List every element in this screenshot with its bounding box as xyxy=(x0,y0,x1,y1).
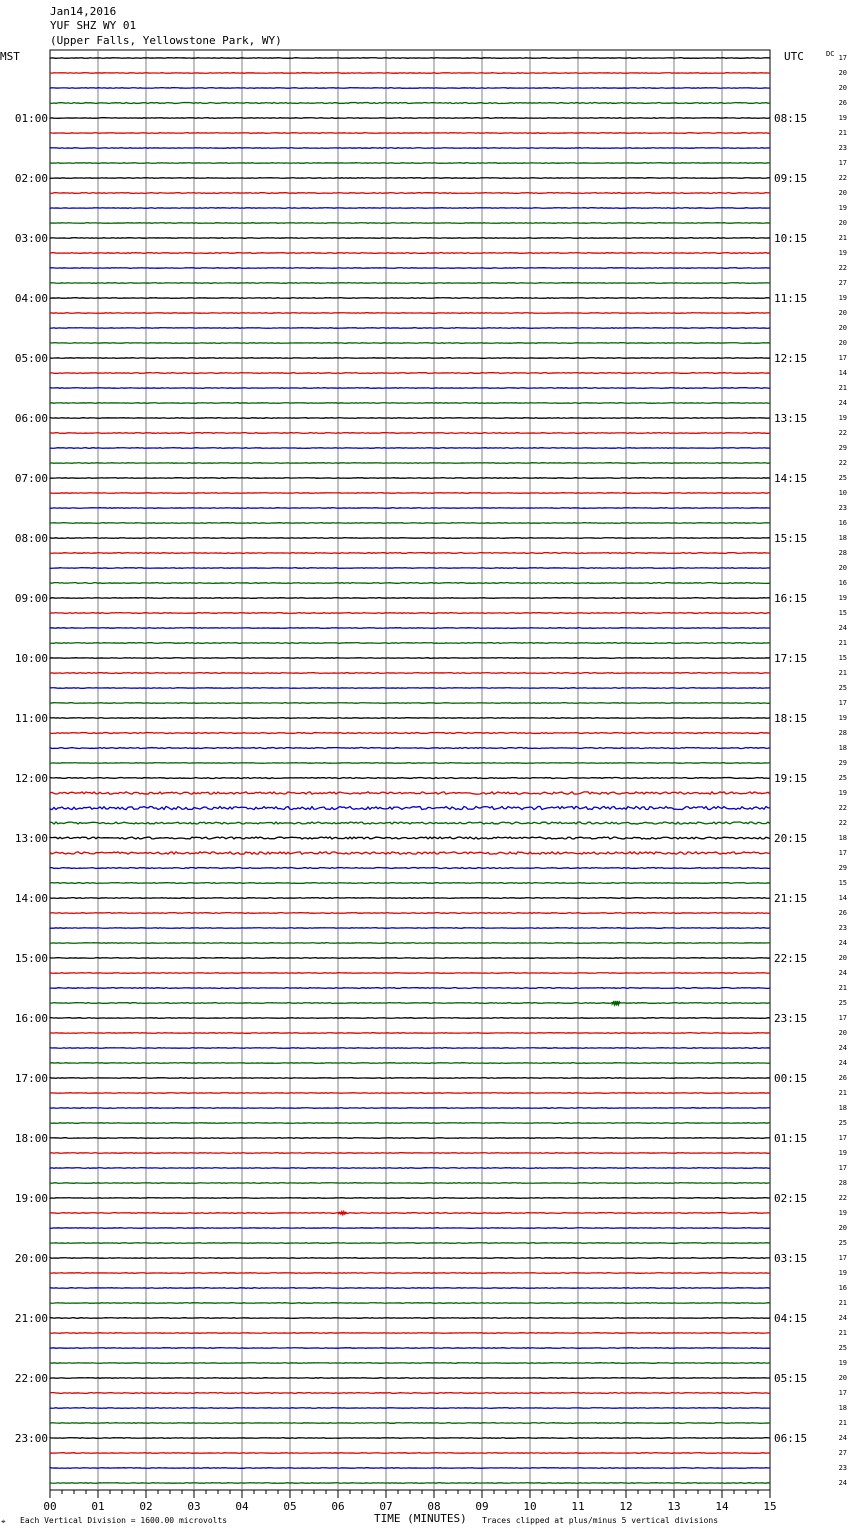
trace-line xyxy=(50,283,770,284)
trace-line xyxy=(50,403,770,404)
dc-offset-label: 25 xyxy=(838,1239,847,1247)
trace-line xyxy=(50,973,770,974)
trace-line xyxy=(50,448,770,449)
dc-offset-label: 19 xyxy=(838,249,847,257)
dc-offset-label: 29 xyxy=(838,864,847,872)
mst-hour-label: 19:00 xyxy=(14,1192,48,1205)
utc-hour-label: 23:15 xyxy=(774,1012,808,1025)
dc-offset-label: 22 xyxy=(838,429,847,437)
dc-offset-label: 18 xyxy=(838,834,847,842)
x-tick-label: 09 xyxy=(475,1500,489,1513)
trace-line xyxy=(50,1333,770,1334)
trace-line xyxy=(50,943,770,944)
trace-line xyxy=(50,1243,770,1244)
dc-offset-label: 22 xyxy=(838,264,847,272)
trace-line xyxy=(50,688,770,689)
utc-hour-label: 00:15 xyxy=(774,1072,808,1085)
trace-line xyxy=(50,1468,770,1469)
trace-line xyxy=(50,913,770,914)
x-tick-label: 01 xyxy=(91,1500,105,1513)
trace-line xyxy=(50,763,770,764)
dc-offset-label: 20 xyxy=(838,324,847,332)
dc-offset-label: 24 xyxy=(838,1044,847,1052)
dc-offset-label: 19 xyxy=(838,1269,847,1277)
x-tick-label: 10 xyxy=(523,1500,537,1513)
dc-offset-label: 19 xyxy=(838,414,847,422)
dc-offset-label: 17 xyxy=(838,849,847,857)
dc-offset-label: 22 xyxy=(838,174,847,182)
dc-offset-label: 24 xyxy=(838,969,847,977)
utc-hour-label: 11:15 xyxy=(774,292,808,305)
trace-line xyxy=(50,778,770,779)
dc-offset-label: 29 xyxy=(838,444,847,452)
trace-line xyxy=(50,852,770,854)
dc-offset-label: 20 xyxy=(838,84,847,92)
trace-line xyxy=(50,418,770,419)
dc-offset-label: 22 xyxy=(838,459,847,467)
x-axis-title: TIME (MINUTES) xyxy=(374,1512,467,1525)
dc-offset-label: 25 xyxy=(838,474,847,482)
trace-line xyxy=(50,1303,770,1304)
trace-line xyxy=(50,208,770,209)
utc-hour-label: 18:15 xyxy=(774,712,808,725)
trace-line xyxy=(50,223,770,224)
dc-offset-label: 15 xyxy=(838,879,847,887)
trace-line xyxy=(50,822,770,824)
trace-line xyxy=(50,1183,770,1184)
trace-line xyxy=(50,658,770,659)
trace-line xyxy=(50,718,770,719)
dc-offset-label: 17 xyxy=(838,1164,847,1172)
trace-line xyxy=(50,837,770,839)
dc-offset-label: 24 xyxy=(838,1479,847,1487)
dc-offset-label: 28 xyxy=(838,729,847,737)
x-tick-label: 15 xyxy=(763,1500,777,1513)
utc-axis-title: UTC xyxy=(784,50,804,63)
trace-line xyxy=(50,328,770,329)
mst-hour-label: 16:00 xyxy=(14,1012,48,1025)
dc-offset-label: 19 xyxy=(838,1359,847,1367)
corner-mark: ⌖ xyxy=(1,1517,6,1526)
trace-line xyxy=(50,1363,770,1364)
trace-line xyxy=(50,883,770,884)
trace-line xyxy=(50,1288,770,1289)
dc-offset-label: 24 xyxy=(838,1434,847,1442)
utc-hour-label: 09:15 xyxy=(774,172,808,185)
x-tick-label: 13 xyxy=(667,1500,681,1513)
utc-hour-label: 12:15 xyxy=(774,352,808,365)
dc-offset-label: 27 xyxy=(838,1449,847,1457)
dc-offset-label: 14 xyxy=(838,894,847,902)
dc-offset-label: 16 xyxy=(838,579,847,587)
dc-offset-label: 17 xyxy=(838,699,847,707)
x-tick-label: 11 xyxy=(571,1500,585,1513)
x-tick-label: 04 xyxy=(235,1500,249,1513)
utc-hour-label: 21:15 xyxy=(774,892,808,905)
trace-line xyxy=(50,733,770,734)
trace-line xyxy=(50,1393,770,1394)
trace-line xyxy=(50,478,770,479)
dc-label: DC xyxy=(826,50,835,58)
trace-line xyxy=(50,1093,770,1094)
trace-line xyxy=(50,1318,770,1319)
dc-offset-label: 24 xyxy=(838,399,847,407)
utc-hour-label: 20:15 xyxy=(774,832,808,845)
dc-offset-label: 19 xyxy=(838,594,847,602)
mst-hour-label: 18:00 xyxy=(14,1132,48,1145)
x-tick-label: 00 xyxy=(43,1500,57,1513)
mst-hour-label: 01:00 xyxy=(14,112,48,125)
trace-line xyxy=(50,1048,770,1049)
mst-axis-title: MST xyxy=(0,50,20,63)
dc-offset-label: 10 xyxy=(838,489,847,497)
trace-line xyxy=(50,1063,770,1064)
dc-offset-label: 20 xyxy=(838,1224,847,1232)
trace-line xyxy=(50,523,770,524)
dc-offset-label: 15 xyxy=(838,654,847,662)
station-code: YUF SHZ WY 01 xyxy=(50,19,137,32)
utc-hour-label: 19:15 xyxy=(774,772,808,785)
trace-line xyxy=(50,463,770,464)
dc-offset-label: 20 xyxy=(838,1029,847,1037)
trace-line xyxy=(50,1258,770,1259)
mst-hour-label: 02:00 xyxy=(14,172,48,185)
trace-line xyxy=(50,1033,770,1034)
utc-hour-label: 14:15 xyxy=(774,472,808,485)
dc-offset-label: 20 xyxy=(838,69,847,77)
mst-hour-label: 06:00 xyxy=(14,412,48,425)
dc-offset-label: 18 xyxy=(838,744,847,752)
dc-offset-label: 20 xyxy=(838,954,847,962)
trace-line xyxy=(50,178,770,179)
mst-hour-label: 07:00 xyxy=(14,472,48,485)
trace-line xyxy=(50,538,770,539)
mst-hour-label: 23:00 xyxy=(14,1432,48,1445)
dc-offset-label: 25 xyxy=(838,999,847,1007)
trace-line xyxy=(50,103,770,104)
mst-hour-label: 15:00 xyxy=(14,952,48,965)
dc-offset-label: 17 xyxy=(838,1254,847,1262)
dc-offset-label: 18 xyxy=(838,1104,847,1112)
trace-line xyxy=(50,568,770,569)
dc-offset-label: 24 xyxy=(838,939,847,947)
trace-line xyxy=(50,1453,770,1454)
seismic-event xyxy=(612,1001,620,1006)
dc-offset-label: 24 xyxy=(838,1059,847,1067)
trace-line xyxy=(50,433,770,434)
x-tick-label: 03 xyxy=(187,1500,201,1513)
trace-line xyxy=(50,988,770,989)
dc-offset-label: 19 xyxy=(838,714,847,722)
mst-hour-label: 05:00 xyxy=(14,352,48,365)
dc-offset-label: 18 xyxy=(838,1404,847,1412)
mst-hour-label: 14:00 xyxy=(14,892,48,905)
trace-line xyxy=(50,118,770,119)
dc-offset-label: 19 xyxy=(838,294,847,302)
dc-offset-label: 19 xyxy=(838,1209,847,1217)
dc-offset-label: 17 xyxy=(838,159,847,167)
dc-offset-label: 19 xyxy=(838,204,847,212)
dc-offset-label: 28 xyxy=(838,1179,847,1187)
trace-line xyxy=(50,358,770,359)
trace-line xyxy=(50,868,770,869)
utc-hour-label: 16:15 xyxy=(774,592,808,605)
trace-line xyxy=(50,133,770,134)
trace-line xyxy=(50,613,770,614)
trace-line xyxy=(50,628,770,629)
dc-offset-label: 27 xyxy=(838,279,847,287)
dc-offset-label: 22 xyxy=(838,819,847,827)
dc-offset-label: 16 xyxy=(838,1284,847,1292)
utc-hour-label: 02:15 xyxy=(774,1192,808,1205)
trace-line xyxy=(50,928,770,929)
trace-line xyxy=(50,673,770,674)
dc-offset-label: 20 xyxy=(838,219,847,227)
dc-offset-label: 14 xyxy=(838,369,847,377)
dc-offset-label: 18 xyxy=(838,534,847,542)
dc-offset-label: 24 xyxy=(838,1314,847,1322)
plot-frame xyxy=(50,50,770,1490)
trace-line xyxy=(50,313,770,314)
x-tick-label: 05 xyxy=(283,1500,297,1513)
dc-offset-label: 23 xyxy=(838,144,847,152)
dc-offset-label: 21 xyxy=(838,1329,847,1337)
mst-hour-label: 21:00 xyxy=(14,1312,48,1325)
trace-line xyxy=(50,1408,770,1409)
trace-line xyxy=(50,748,770,749)
mst-hour-label: 04:00 xyxy=(14,292,48,305)
trace-line xyxy=(50,792,770,794)
trace-line xyxy=(50,373,770,374)
dc-offset-label: 17 xyxy=(838,1014,847,1022)
trace-line xyxy=(50,806,770,809)
dc-offset-label: 25 xyxy=(838,1344,847,1352)
trace-line xyxy=(50,1213,770,1214)
x-tick-label: 02 xyxy=(139,1500,153,1513)
x-tick-label: 07 xyxy=(379,1500,393,1513)
dc-offset-label: 23 xyxy=(838,504,847,512)
trace-line xyxy=(50,1423,770,1424)
dc-offset-label: 20 xyxy=(838,339,847,347)
trace-line xyxy=(50,643,770,644)
mst-hour-label: 12:00 xyxy=(14,772,48,785)
utc-hour-label: 04:15 xyxy=(774,1312,808,1325)
trace-line xyxy=(50,1168,770,1169)
trace-line xyxy=(50,553,770,554)
dc-offset-label: 22 xyxy=(838,1194,847,1202)
dc-offset-label: 23 xyxy=(838,924,847,932)
utc-hour-label: 01:15 xyxy=(774,1132,808,1145)
utc-hour-label: 03:15 xyxy=(774,1252,808,1265)
dc-offset-label: 16 xyxy=(838,519,847,527)
x-tick-label: 14 xyxy=(715,1500,729,1513)
dc-offset-label: 15 xyxy=(838,609,847,617)
utc-hour-label: 05:15 xyxy=(774,1372,808,1385)
dc-offset-label: 21 xyxy=(838,129,847,137)
dc-offset-label: 26 xyxy=(838,1074,847,1082)
trace-line xyxy=(50,238,770,239)
utc-hour-label: 22:15 xyxy=(774,952,808,965)
trace-line xyxy=(50,388,770,389)
dc-offset-label: 20 xyxy=(838,189,847,197)
trace-line xyxy=(50,1438,770,1439)
plot-date: Jan14,2016 xyxy=(50,5,117,18)
trace-line xyxy=(50,298,770,299)
dc-offset-label: 29 xyxy=(838,759,847,767)
mst-hour-label: 11:00 xyxy=(14,712,48,725)
dc-offset-label: 24 xyxy=(838,624,847,632)
mst-hour-label: 17:00 xyxy=(14,1072,48,1085)
trace-line xyxy=(50,148,770,149)
dc-offset-label: 20 xyxy=(838,309,847,317)
dc-offset-label: 17 xyxy=(838,354,847,362)
dc-offset-label: 21 xyxy=(838,384,847,392)
dc-offset-label: 17 xyxy=(838,1389,847,1397)
trace-line xyxy=(50,343,770,344)
dc-offset-label: 20 xyxy=(838,564,847,572)
utc-hour-label: 15:15 xyxy=(774,532,808,545)
trace-line xyxy=(50,598,770,599)
dc-offset-label: 25 xyxy=(838,1119,847,1127)
trace-line xyxy=(50,898,770,899)
dc-offset-label: 17 xyxy=(838,1134,847,1142)
utc-hour-label: 17:15 xyxy=(774,652,808,665)
trace-line xyxy=(50,163,770,164)
dc-offset-label: 25 xyxy=(838,774,847,782)
dc-offset-label: 21 xyxy=(838,1089,847,1097)
trace-line xyxy=(50,1198,770,1199)
dc-offset-label: 19 xyxy=(838,1149,847,1157)
mst-hour-label: 10:00 xyxy=(14,652,48,665)
dc-offset-label: 21 xyxy=(838,1419,847,1427)
trace-line xyxy=(50,1123,770,1124)
x-tick-label: 12 xyxy=(619,1500,633,1513)
trace-line xyxy=(50,268,770,269)
dc-offset-label: 21 xyxy=(838,1299,847,1307)
trace-line xyxy=(50,1228,770,1229)
trace-line xyxy=(50,1378,770,1379)
trace-line xyxy=(50,1018,770,1019)
trace-line xyxy=(50,958,770,959)
trace-line xyxy=(50,1138,770,1139)
mst-hour-label: 08:00 xyxy=(14,532,48,545)
mst-hour-label: 03:00 xyxy=(14,232,48,245)
x-tick-label: 08 xyxy=(427,1500,441,1513)
trace-line xyxy=(50,703,770,704)
trace-line xyxy=(50,253,770,254)
dc-offset-label: 28 xyxy=(838,549,847,557)
dc-offset-label: 26 xyxy=(838,909,847,917)
trace-line xyxy=(50,58,770,59)
scale-note: Each Vertical Division = 1600.00 microvolts xyxy=(20,1516,228,1525)
trace-line xyxy=(50,493,770,494)
trace-line xyxy=(50,88,770,89)
utc-hour-label: 08:15 xyxy=(774,112,808,125)
trace-line xyxy=(50,1273,770,1274)
dc-offset-label: 17 xyxy=(838,54,847,62)
dc-offset-label: 19 xyxy=(838,789,847,797)
trace-line xyxy=(50,1483,770,1484)
utc-hour-label: 10:15 xyxy=(774,232,808,245)
utc-hour-label: 13:15 xyxy=(774,412,808,425)
trace-line xyxy=(50,73,770,74)
clip-note: Traces clipped at plus/minus 5 vertical divisions xyxy=(482,1516,719,1525)
dc-offset-label: 21 xyxy=(838,234,847,242)
utc-hour-label: 06:15 xyxy=(774,1432,808,1445)
station-location: (Upper Falls, Yellowstone Park, WY) xyxy=(50,34,282,47)
dc-offset-label: 19 xyxy=(838,114,847,122)
trace-line xyxy=(50,1348,770,1349)
dc-offset-label: 22 xyxy=(838,804,847,812)
dc-offset-label: 20 xyxy=(838,1374,847,1382)
trace-line xyxy=(50,1108,770,1109)
dc-offset-label: 21 xyxy=(838,639,847,647)
trace-line xyxy=(50,1153,770,1154)
mst-hour-label: 09:00 xyxy=(14,592,48,605)
dc-offset-label: 26 xyxy=(838,99,847,107)
mst-hour-label: 20:00 xyxy=(14,1252,48,1265)
mst-hour-label: 13:00 xyxy=(14,832,48,845)
trace-line xyxy=(50,1003,770,1004)
trace-line xyxy=(50,193,770,194)
dc-offset-label: 25 xyxy=(838,684,847,692)
dc-offset-label: 21 xyxy=(838,669,847,677)
trace-line xyxy=(50,583,770,584)
mst-hour-label: 22:00 xyxy=(14,1372,48,1385)
dc-offset-label: 21 xyxy=(838,984,847,992)
dc-offset-label: 23 xyxy=(838,1464,847,1472)
x-tick-label: 06 xyxy=(331,1500,345,1513)
trace-line xyxy=(50,1078,770,1079)
trace-line xyxy=(50,508,770,509)
